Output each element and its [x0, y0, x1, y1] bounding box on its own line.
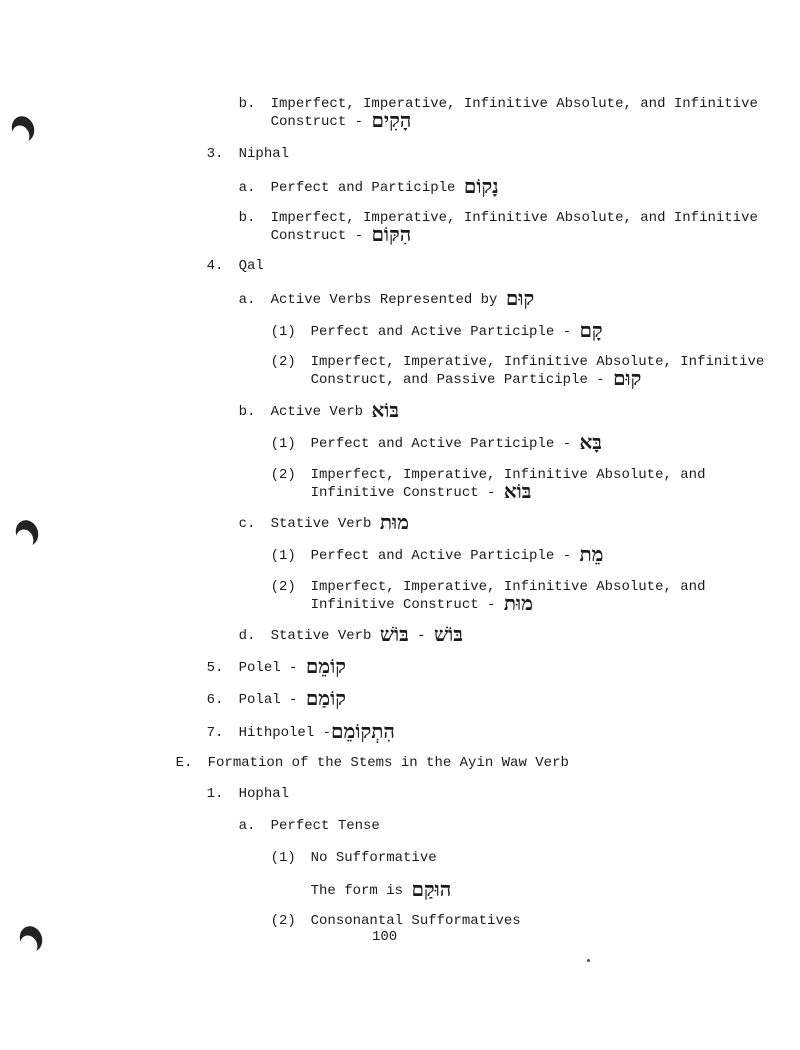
- line-text: Perfect and Participle: [270, 180, 464, 196]
- item-marker: a.: [238, 818, 256, 834]
- line-text: Imperfect, Imperative, Infinitive Absolute, and: [310, 579, 706, 595]
- line-text: Hithpolel -: [238, 725, 332, 741]
- line-text: Stative Verb: [270, 516, 380, 532]
- page-number: 100: [372, 929, 398, 945]
- line-text: Polal -: [238, 692, 306, 708]
- line-text: Niphal: [238, 146, 290, 162]
- line-text: Imperfect, Imperative, Infinitive Absolute, Infinitive: [310, 354, 765, 370]
- punch-hole-middle: [12, 517, 42, 549]
- line-text: Construct, and Passive Participle -: [310, 372, 614, 388]
- line-text: Perfect and Active Participle -: [310, 324, 580, 340]
- item-marker: (1): [270, 324, 296, 340]
- line-text: Construct -: [270, 228, 372, 244]
- hebrew-form: הִתְקוֹמֵם: [331, 719, 395, 743]
- item-marker: (2): [270, 467, 296, 483]
- hebrew-form: קוֹמַם: [305, 686, 346, 710]
- line-text: Active Verb: [270, 404, 372, 420]
- item-marker: 3.: [206, 146, 224, 162]
- hebrew-form: מֵת: [579, 542, 604, 566]
- hebrew-form: בּוֹשׁ: [433, 622, 463, 646]
- line-text: Hophal: [238, 786, 290, 802]
- item-marker: (2): [270, 354, 296, 370]
- line-text: Imperfect, Imperative, Infinitive Absolute, and Infinitive: [270, 210, 758, 226]
- item-marker: b.: [238, 404, 256, 420]
- hebrew-form: הִקּוֹם: [371, 222, 412, 246]
- hebrew-form: נָקוֹם: [463, 174, 499, 198]
- hebrew-form: קוּם: [505, 286, 535, 310]
- punch-hole-top: [8, 113, 38, 145]
- item-marker: b.: [238, 210, 256, 226]
- item-marker: 7.: [206, 725, 224, 741]
- hebrew-form: הוּקַם: [411, 877, 452, 901]
- line-text: The form is: [310, 883, 412, 899]
- item-marker: d.: [238, 628, 256, 644]
- item-marker: 5.: [206, 660, 224, 676]
- hebrew-form: בָּא: [579, 430, 602, 454]
- paper-speck: [587, 959, 590, 962]
- item-marker: a.: [238, 292, 256, 308]
- item-marker: 4.: [206, 258, 224, 274]
- punch-hole-bottom: [16, 923, 46, 955]
- line-text: Imperfect, Imperative, Infinitive Absolute, and Infinitive: [270, 96, 758, 112]
- hebrew-form: מוּת: [503, 591, 534, 615]
- line-text: Construct -: [270, 114, 372, 130]
- line-text: Imperfect, Imperative, Infinitive Absolute, and: [310, 467, 706, 483]
- item-marker: b.: [238, 96, 256, 112]
- item-marker: (1): [270, 548, 296, 564]
- line-text: Polel -: [238, 660, 306, 676]
- hebrew-form: בּוֹשׁ: [379, 622, 409, 646]
- line-text: -: [408, 628, 434, 644]
- line-text: Infinitive Construct -: [310, 485, 504, 501]
- item-marker: 6.: [206, 692, 224, 708]
- line-text: Infinitive Construct -: [310, 597, 504, 613]
- item-marker: (2): [270, 913, 296, 929]
- hebrew-form: בּוֹא: [503, 479, 532, 503]
- item-marker: (1): [270, 436, 296, 452]
- item-marker: E.: [175, 755, 193, 771]
- line-text: No Sufformative: [310, 850, 437, 866]
- line-text: Perfect Tense: [270, 818, 380, 834]
- item-marker: (2): [270, 579, 296, 595]
- line-text: Formation of the Stems in the Ayin Waw Verb: [207, 755, 569, 771]
- hebrew-form: קָם: [579, 318, 603, 342]
- item-marker: c.: [238, 516, 256, 532]
- line-text: Stative Verb: [270, 628, 380, 644]
- hebrew-form: קוֹמֵם: [305, 654, 346, 678]
- hebrew-form: הָקִים: [371, 108, 412, 132]
- line-text: Perfect and Active Participle -: [310, 436, 580, 452]
- line-text: Active Verbs Represented by: [270, 292, 506, 308]
- item-marker: a.: [238, 180, 256, 196]
- hebrew-form: קוּם: [613, 366, 642, 390]
- hebrew-form: בּוֹא: [371, 398, 400, 422]
- hebrew-form: מוּת: [379, 510, 409, 534]
- line-text: Consonantal Sufformatives: [310, 913, 521, 929]
- line-text: Perfect and Active Participle -: [310, 548, 580, 564]
- line-text: Qal: [238, 258, 264, 274]
- item-marker: 1.: [206, 786, 224, 802]
- item-marker: (1): [270, 850, 296, 866]
